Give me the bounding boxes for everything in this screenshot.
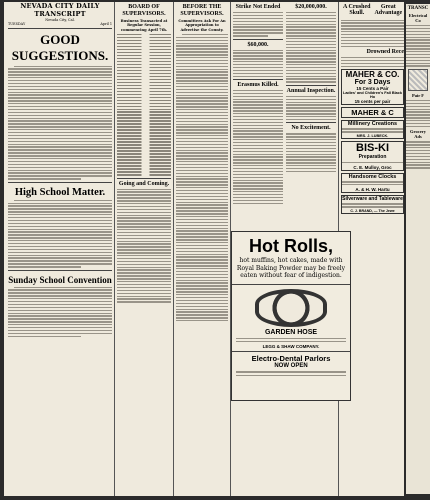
biskit-ad	[341, 141, 404, 170]
column-6-header	[341, 2, 404, 18]
before-supervisors-subhead: Committees Ask For An Appropriation to Advertise the County.	[178, 19, 226, 32]
adjacent-grocery: Grocery Ads	[410, 129, 426, 140]
crushed-skull-headline: A Crushed Skull.	[343, 4, 371, 16]
no-excitement-headline: No Excitement.	[291, 125, 331, 132]
high-school-headline: High School Matter.	[14, 186, 106, 198]
clocks-title: Handsome Clocks	[348, 173, 397, 180]
strike-headline: Strike Not Ended	[235, 4, 281, 10]
millinery-title: Millinery Creations	[347, 120, 398, 127]
board-supervisors-subhead: Business Transacted at Regular Session, commencing April 7th.	[120, 19, 168, 32]
crushed-skull-body	[341, 20, 404, 47]
column-1	[8, 2, 112, 496]
silverware-ad	[341, 195, 404, 214]
maher-ad-2	[341, 107, 404, 118]
twenty-million-body	[286, 12, 336, 83]
hartung-name: A. & H. W. Hartu	[355, 186, 390, 192]
royal-baking-powder-ad	[231, 231, 351, 401]
lubeck-name: MRS. J. LUBECK.	[356, 134, 389, 139]
column-rule	[114, 2, 115, 496]
hot-rolls-body: hot muffins, hot cakes, made with Royal Baking Powder may be freely eaten without fear of indigestion.	[236, 257, 346, 279]
column-2	[117, 2, 171, 496]
column-5	[286, 2, 336, 228]
masthead-dateline	[8, 22, 112, 26]
no-excitement-body	[286, 133, 336, 172]
adjacent-electrical: Electrical Co	[408, 13, 428, 23]
masthead-left-note: TUESDAY	[8, 22, 26, 26]
sixty-thousand-headline: $60,000.	[247, 41, 269, 48]
masthead-right-note: April 1	[100, 22, 112, 26]
erasmus-body	[233, 90, 283, 204]
twenty-million-headline: $20,000,000.	[295, 4, 327, 10]
good-suggestions-headline: GOOD SUGGESTIONS.	[11, 32, 109, 63]
sixty-thousand-body	[233, 50, 283, 77]
column-3	[176, 2, 228, 496]
biskit-title: BIS-KI	[356, 142, 389, 155]
going-coming-body	[117, 189, 171, 303]
mulloy-name: C. E. Mulloy, Groc	[353, 164, 392, 170]
column-4	[233, 2, 283, 228]
millinery-ad	[341, 120, 404, 139]
now-open-label: NOW OPEN	[274, 363, 308, 370]
electro-dental-title: Electro-Dental Parlors	[251, 354, 331, 364]
before-supervisors-body	[176, 34, 228, 322]
maher-ad-1-days: For 3 Days	[354, 78, 391, 86]
garden-hose-icon	[255, 289, 327, 327]
maher-ad-1-ladies: Ladies' and Children's Fall Black Ho	[343, 90, 402, 99]
going-coming-headline: Going and Coming.	[118, 180, 170, 187]
garden-hose-title: GARDEN HOSE	[264, 328, 318, 336]
maher-ad-1-price: 15 Cents a Pair	[356, 85, 389, 91]
annual-inspection-headline: Annual Inspection.	[286, 87, 336, 94]
good-suggestions-body	[8, 66, 112, 180]
adjacent-pair-f: Pair F	[411, 92, 425, 98]
board-supervisors-headline: BOARD OF SUPERVISORS.	[122, 4, 166, 17]
newspaper-page	[4, 2, 404, 496]
masthead-subtitle: Nevada City, Cal.	[45, 18, 75, 22]
great-advantage-headline: Great Advantage	[374, 4, 403, 16]
maher-ad-1-price-2: 15 cents per pair	[354, 98, 391, 104]
clocks-ad	[341, 173, 404, 193]
adjacent-illustration	[408, 69, 428, 91]
maher-ad-1-title: MAHER & CO.	[345, 69, 400, 79]
drowned-headline: Drowned Rece	[366, 48, 404, 55]
column-rule	[173, 2, 174, 496]
silverware-title: Silverware and Tableware	[342, 195, 403, 202]
biskit-subtitle: Preparation	[358, 154, 387, 161]
brand-name: C. J. BRAND, — The Jewe	[350, 209, 395, 214]
strike-body	[233, 12, 283, 37]
erasmus-headline: Erasmus Killed.	[237, 81, 279, 88]
maher-ad-1	[341, 69, 404, 105]
adjacent-page-heading: TRANSC	[407, 6, 429, 11]
high-school-body	[8, 200, 112, 268]
adjacent-page-strip	[406, 4, 430, 494]
board-supervisors-list	[117, 34, 171, 176]
masthead-title: NEVADA CITY DAILY TRANSCRIPT	[20, 2, 100, 18]
hot-rolls-title: Hot Rolls,	[249, 236, 333, 256]
sunday-school-headline: Sunday School Convention	[8, 274, 112, 285]
maher-ad-2-title: MAHER & C	[351, 107, 394, 117]
legg-shaw-name: LEGG & SHAW COMPANY.	[262, 344, 320, 350]
before-supervisors-headline: BEFORE THE SUPERVISORS.	[180, 4, 224, 17]
sunday-school-body	[8, 287, 112, 338]
masthead-rule	[8, 28, 112, 29]
annual-inspection-body	[286, 96, 336, 121]
